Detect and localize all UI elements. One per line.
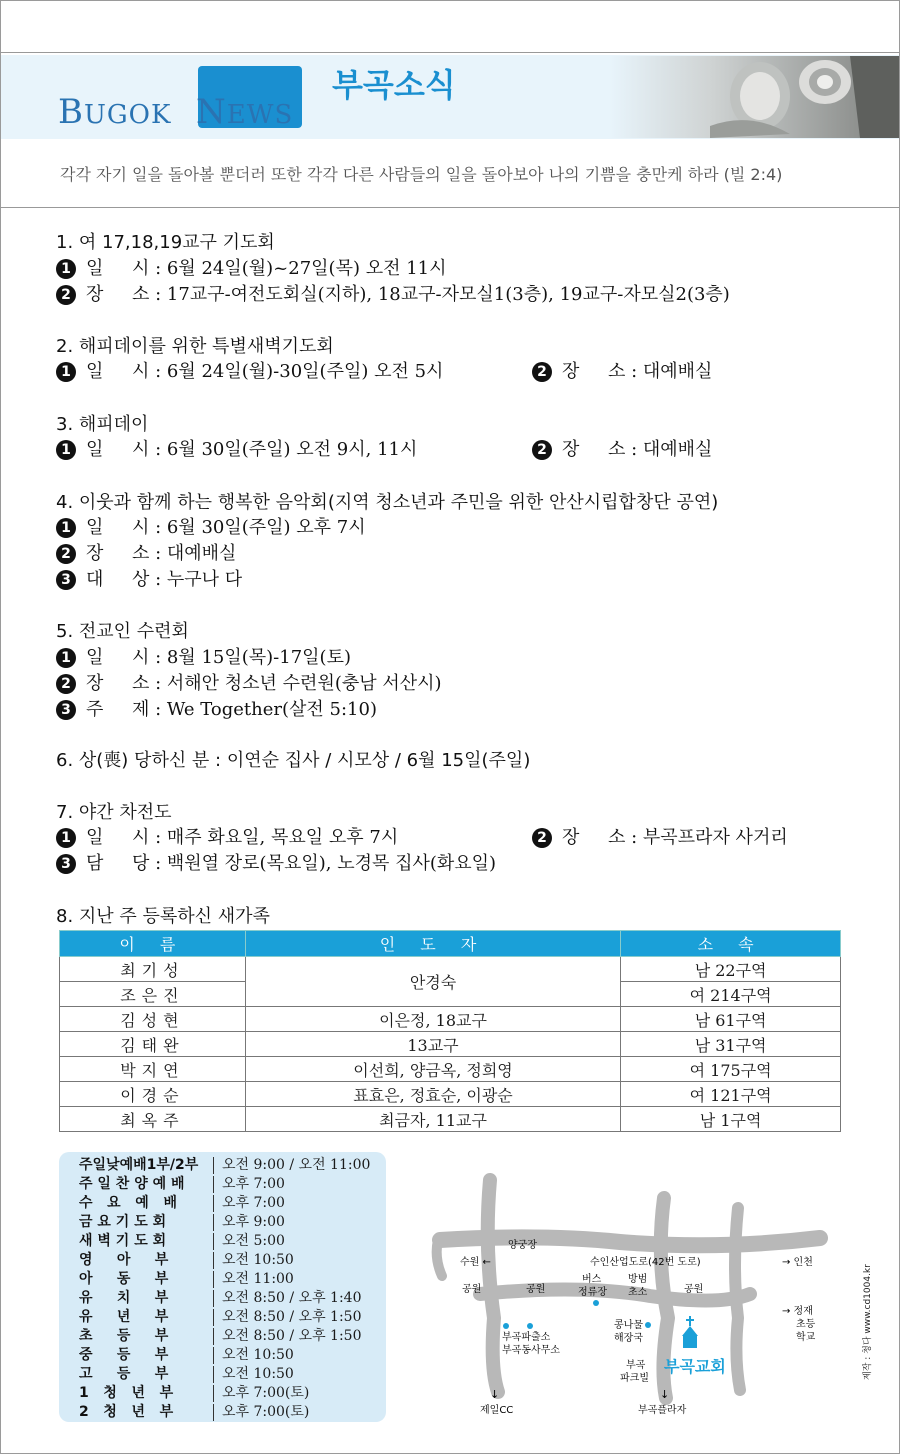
cell-name: 김태완 <box>60 1032 246 1057</box>
section-6-title: 6. 상(喪) 당하신 분 : 이연순 집사 / 시모상 / 6월 15일(주일) <box>56 750 531 771</box>
map-label-park-1: 공원 <box>462 1284 482 1295</box>
table-row <box>60 1082 841 1107</box>
bullet-2-icon: 2 <box>532 440 552 460</box>
schedule-row <box>79 1270 386 1289</box>
section-7-line-3: 3 담 당 : 백원열 장로(목요일), 노경목 집사(화요일) <box>56 849 496 875</box>
schedule-row <box>79 1232 386 1251</box>
schedule-name: 수 요 예 배 <box>79 1195 177 1211</box>
cell-name: 이경순 <box>60 1082 246 1107</box>
map-label-jeongjae-1: → 정재 <box>782 1306 813 1317</box>
schedule-time: 오전 8:50 / 오후 1:50 <box>222 1328 362 1344</box>
map-label-park-2: 공원 <box>526 1284 546 1295</box>
bullet-1-icon: 1 <box>56 440 76 460</box>
schedule-time: 오전 8:50 / 오후 1:50 <box>222 1309 362 1325</box>
schedule-row <box>79 1289 386 1308</box>
bullet-2-icon: 2 <box>56 544 76 564</box>
header-photo-image <box>610 56 899 138</box>
cell-leader: 안경숙 <box>245 957 620 1007</box>
schedule-row <box>79 1346 386 1365</box>
schedule-row <box>79 1251 386 1270</box>
section-7-line-1: 1 일 시 : 매주 화요일, 목요일 오후 7시 <box>56 823 398 849</box>
table-row <box>60 1057 841 1082</box>
bible-verse: 각각 자기 일을 돌아볼 뿐더러 또한 각각 다른 사람들의 일을 돌아보아 나의 기쁨을 충만케 하라 (빌 2:4) <box>60 165 783 184</box>
table-row <box>60 1032 841 1057</box>
schedule-name: 유 치 부 <box>79 1290 169 1306</box>
map-label-jeongjae-2: 초등 <box>796 1319 816 1330</box>
header-bottom-rule <box>0 207 900 208</box>
cell-group: 남 22구역 <box>621 957 841 982</box>
header-top-rule <box>0 52 900 53</box>
map-label-incheon: → 인천 <box>782 1257 813 1268</box>
cell-name: 최옥주 <box>60 1107 246 1132</box>
schedule-time: 오후 9:00 <box>222 1214 285 1230</box>
table-row <box>60 1107 841 1132</box>
map-label-church: 부곡교회 <box>664 1357 726 1376</box>
section-5-line-3: 3 주 제 : We Together(살전 5:10) <box>56 695 377 721</box>
cell-leader: 표효은, 정효순, 이광순 <box>245 1082 620 1107</box>
cell-group: 남 61구역 <box>621 1007 841 1032</box>
cell-leader: 이은정, 18교구 <box>245 1007 620 1032</box>
section-4-line-3: 3 대 상 : 누구나 다 <box>56 565 242 591</box>
map-label-suin-road: 수인산업도로(42번 도로) <box>590 1257 701 1268</box>
police-marker-icon <box>503 1323 509 1329</box>
schedule-name: 유 년 부 <box>79 1309 169 1325</box>
schedule-name: 고 등 부 <box>79 1366 169 1382</box>
schedule-name: 1 청 년 부 <box>79 1385 174 1401</box>
bullet-2-icon: 2 <box>532 362 552 382</box>
section-1-title: 1. 여 17,18,19교구 기도회 <box>56 232 275 253</box>
map-label-bus-stop-1: 버스 <box>582 1274 602 1285</box>
schedule-row <box>79 1175 386 1194</box>
section-3-line-2: 2 장 소 : 대예배실 <box>532 435 712 461</box>
map-label-bugok-park-1: 부곡 <box>626 1360 646 1371</box>
cell-group: 남 1구역 <box>621 1107 841 1132</box>
office-marker-icon <box>527 1323 533 1329</box>
section-7-title: 7. 야간 차전도 <box>56 802 172 823</box>
cell-group: 여 214구역 <box>621 982 841 1007</box>
schedule-time: 오전 8:50 / 오후 1:40 <box>222 1290 362 1306</box>
schedule-row <box>79 1365 386 1384</box>
map-label-soup-2: 해장국 <box>614 1333 643 1344</box>
map-label-office: 부곡동사무소 <box>502 1345 560 1356</box>
bullet-3-icon: 3 <box>56 570 76 590</box>
schedule-time: 오전 10:50 <box>222 1366 294 1382</box>
bullet-3-icon: 3 <box>56 700 76 720</box>
section-3-line-1: 1 일 시 : 6월 30일(주일) 오전 9시, 11시 <box>56 435 417 461</box>
cell-group: 남 31구역 <box>621 1032 841 1057</box>
schedule-row <box>79 1156 386 1175</box>
schedule-name: 2 청 년 부 <box>79 1404 174 1420</box>
map-arrow-down-2-icon: ↓ <box>660 1388 670 1401</box>
section-8-title: 8. 지난 주 등록하신 새가족 <box>56 906 270 927</box>
cell-name: 김성현 <box>60 1007 246 1032</box>
schedule-time: 오전 10:50 <box>222 1347 294 1363</box>
schedule-row <box>79 1327 386 1346</box>
church-icon <box>682 1316 698 1348</box>
bullet-2-icon: 2 <box>532 828 552 848</box>
schedule-time: 오후 7:00(토) <box>222 1385 310 1401</box>
bullet-1-icon: 1 <box>56 259 76 279</box>
schedule-time: 오전 10:50 <box>222 1252 294 1268</box>
bullet-1-icon: 1 <box>56 362 76 382</box>
section-4-line-2: 2 장 소 : 대예배실 <box>56 539 236 565</box>
bullet-3-icon: 3 <box>56 854 76 874</box>
map-label-police: 부곡파출소 <box>502 1332 551 1343</box>
map-label-park-3: 공원 <box>684 1284 704 1295</box>
map-label-yanggongjang: 양궁장 <box>508 1240 537 1251</box>
map-label-bugok-plaza: 부곡플라자 <box>638 1405 687 1416</box>
brand-word-bugok: BUGOK <box>58 92 172 132</box>
map-label-jeongjae-3: 학교 <box>796 1332 816 1343</box>
map-label-jeil-cc: 제일CC <box>480 1405 514 1416</box>
header-name: 이 름 <box>60 931 246 957</box>
worship-schedule-box <box>59 1152 386 1422</box>
schedule-time: 오후 7:00(토) <box>222 1404 310 1420</box>
section-4-title: 4. 이웃과 함께 하는 행복한 음악회(지역 청소년과 주민을 위한 안산시립합창단 공연) <box>56 492 719 513</box>
section-5-line-2: 2 장 소 : 서해안 청소년 수련원(충남 서산시) <box>56 669 442 695</box>
table-row <box>60 957 841 982</box>
schedule-row <box>79 1308 386 1327</box>
bullet-1-icon: 1 <box>56 648 76 668</box>
schedule-name: 주 일 찬 양 예 배 <box>79 1176 185 1192</box>
table-row <box>60 1007 841 1032</box>
cell-name: 최기성 <box>60 957 246 982</box>
schedule-row <box>79 1194 386 1213</box>
brand-word-news: NEWS <box>196 92 294 132</box>
schedule-row <box>79 1213 386 1232</box>
section-2-line-2: 2 장 소 : 대예배실 <box>532 357 712 383</box>
bullet-1-icon: 1 <box>56 518 76 538</box>
bullet-2-icon: 2 <box>56 674 76 694</box>
cell-name: 박지연 <box>60 1057 246 1082</box>
schedule-row <box>79 1403 386 1422</box>
church-location-map <box>420 1168 840 1422</box>
map-arrow-down-1-icon: ↓ <box>490 1388 500 1401</box>
bullet-1-icon: 1 <box>56 828 76 848</box>
map-label-bus-stop-2: 정류장 <box>578 1287 607 1298</box>
schedule-name: 아 동 부 <box>79 1271 169 1287</box>
section-5-title: 5. 전교인 수련회 <box>56 621 189 642</box>
cell-name: 조은진 <box>60 982 246 1007</box>
cell-group: 여 175구역 <box>621 1057 841 1082</box>
schedule-name: 영 아 부 <box>79 1252 169 1268</box>
schedule-time: 오전 9:00 / 오전 11:00 <box>222 1157 371 1173</box>
new-family-table <box>59 930 841 1132</box>
cell-leader: 이선희, 양금옥, 정희영 <box>245 1057 620 1082</box>
section-7-line-2: 2 장 소 : 부곡프라자 사거리 <box>532 823 788 849</box>
map-label-bugok-park-2: 파크빌 <box>620 1373 649 1384</box>
cell-group: 여 121구역 <box>621 1082 841 1107</box>
section-2-line-1: 1 일 시 : 6월 24일(월)-30일(주일) 오전 5시 <box>56 357 443 383</box>
credit-text: 제작 : 청다 www.cd1004.kr <box>863 1264 873 1380</box>
section-2-title: 2. 해피데이를 위한 특별새벽기도회 <box>56 336 334 357</box>
schedule-name: 초 등 부 <box>79 1328 169 1344</box>
section-1-line-1: 1 일 시 : 6월 24일(월)~27일(목) 오전 11시 <box>56 254 447 280</box>
cell-leader: 최금자, 11교구 <box>245 1107 620 1132</box>
table-header-row <box>60 931 841 957</box>
schedule-name: 금 요 기 도 회 <box>79 1214 167 1230</box>
schedule-time: 오후 7:00 <box>222 1195 285 1211</box>
bullet-2-icon: 2 <box>56 285 76 305</box>
header-leader: 인 도 자 <box>245 931 620 957</box>
schedule-time: 오전 11:00 <box>222 1271 294 1287</box>
soup-marker-icon <box>645 1322 651 1328</box>
section-5-line-1: 1 일 시 : 8월 15일(목)-17일(토) <box>56 643 351 669</box>
map-label-soup-1: 콩나물 <box>614 1320 643 1331</box>
page-title: 부곡소식 <box>332 66 456 104</box>
map-label-crime-2: 초소 <box>628 1287 648 1298</box>
cell-leader: 13교구 <box>245 1032 620 1057</box>
schedule-name: 주일낮예배1부/2부 <box>79 1157 199 1173</box>
header-group: 소 속 <box>621 931 841 957</box>
schedule-row <box>79 1384 386 1403</box>
map-label-crime-1: 방범 <box>628 1274 648 1285</box>
section-4-line-1: 1 일 시 : 6월 30일(주일) 오후 7시 <box>56 513 366 539</box>
map-label-suwon: 수원 ← <box>460 1257 491 1268</box>
bus-stop-marker-icon <box>593 1300 599 1306</box>
schedule-time: 오전 5:00 <box>222 1233 285 1249</box>
schedule-name: 새 벽 기 도 회 <box>79 1233 167 1249</box>
section-3-title: 3. 해피데이 <box>56 414 149 435</box>
schedule-time: 오후 7:00 <box>222 1176 285 1192</box>
section-1-line-2: 2 장 소 : 17교구-여전도회실(지하), 18교구-자모실1(3층), 19교구-자모실2(3층) <box>56 280 730 306</box>
schedule-name: 중 등 부 <box>79 1347 169 1363</box>
